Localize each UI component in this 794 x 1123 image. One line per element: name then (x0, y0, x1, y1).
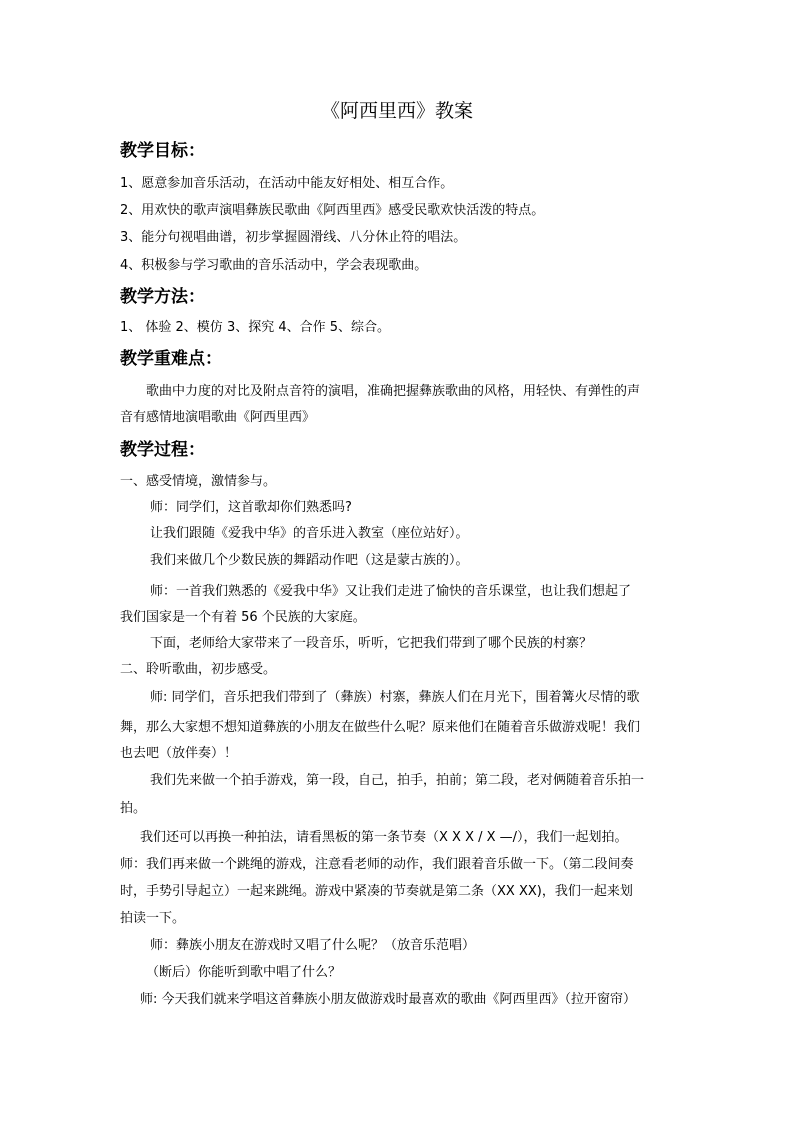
heading-difficulties: 教学重难点： (120, 349, 222, 369)
difficulties-line-2: 音有感情地演唱歌曲《阿西里西》 (120, 410, 316, 425)
process-line-5: 师：一首我们熟悉的《爱我中华》又让我们走进了愉快的音乐课堂，也让我们想起了 (150, 584, 632, 599)
process-line-14: 我们还可以再换一种拍法，请看黑板的第一条节奏（X X X / X —/），我们一起划拍。 (140, 830, 628, 845)
goal-item-3: 3、能分句视唱曲谱，初步掌握圆滑线、八分休止符的唱法。 (120, 230, 467, 245)
process-line-3: 让我们跟随《爱我中华》的音乐进入教室（座位站好）。 (150, 526, 469, 541)
process-line-17: 拍读一下。 (120, 911, 186, 926)
process-line-19: （断后）你能听到歌中唱了什么？ (146, 965, 342, 980)
goal-item-1: 1、愿意参加音乐活动，在活动中能友好相处、相互合作。 (120, 176, 454, 191)
process-line-11: 也去吧（放伴奏）！ (120, 746, 238, 761)
process-line-15: 师：我们再来做一个跳绳的游戏，注意看老师的动作，我们跟着音乐做一下。（第二段间奏 (120, 857, 634, 872)
document-title: 《阿西里西》教案 (320, 100, 473, 122)
process-line-2: 师：同学们，这首歌却你们熟悉吗? (150, 500, 352, 515)
methods-text: 1、 体验 2、模仿 3、探究 4、合作 5、综合。 (120, 320, 391, 335)
process-line-7: 下面，老师给大家带来了一段音乐，听听，它把我们带到了哪个民族的村寨？ (150, 636, 593, 651)
process-line-16: 时，手势引导起立）一起来跳绳。游戏中紧凑的节奏就是第二条（XX XX)，我们一起来划 (120, 884, 633, 899)
process-line-12: 我们先来做一个拍手游戏，第一段，自己，拍手，拍前；第二段，老对俩随着音乐拍一 (150, 773, 645, 788)
goal-item-2: 2、用欢快的歌声演唱彝族民歌曲《阿西里西》感受民歌欢快活泼的特点。 (120, 203, 545, 218)
process-line-1: 一、感受情境，激情参与。 (120, 474, 277, 489)
process-line-8: 二、聆听歌曲，初步感受。 (120, 662, 277, 677)
process-line-20: 师: 今天我们就来学唱这首彝族小朋友做游戏时最喜欢的歌曲《阿西里西》（拉开窗帘） (140, 992, 637, 1007)
process-line-10: 舞，那么大家想不想知道彝族的小朋友在做些什么呢？原来他们在随着音乐做游戏呢！我们 (120, 720, 641, 735)
process-line-4: 我们来做几个少数民族的舞蹈动作吧（这是蒙古族的）。 (150, 553, 469, 568)
process-line-9: 师: 同学们，音乐把我们带到了（彝族）村寨，彝族人们在月光下，围着篝火尽情的歌 (150, 690, 640, 705)
heading-goals: 教学目标： (120, 141, 205, 161)
process-line-13: 拍。 (120, 801, 147, 816)
goal-item-4: 4、积极参与学习歌曲的音乐活动中，学会表现歌曲。 (120, 258, 428, 273)
process-line-18: 师：彝族小朋友在游戏时又唱了什么呢？（放音乐范唱） (150, 938, 476, 953)
difficulties-line-1: 歌曲中力度的对比及附点音符的演唱，准确把握彝族歌曲的风格，用轻快、有弹性的声 (146, 384, 641, 399)
process-line-6: 我们国家是一个有着 56 个民族的大家庭。 (120, 610, 366, 625)
heading-process: 教学过程： (120, 440, 205, 460)
heading-methods: 教学方法： (120, 287, 205, 307)
